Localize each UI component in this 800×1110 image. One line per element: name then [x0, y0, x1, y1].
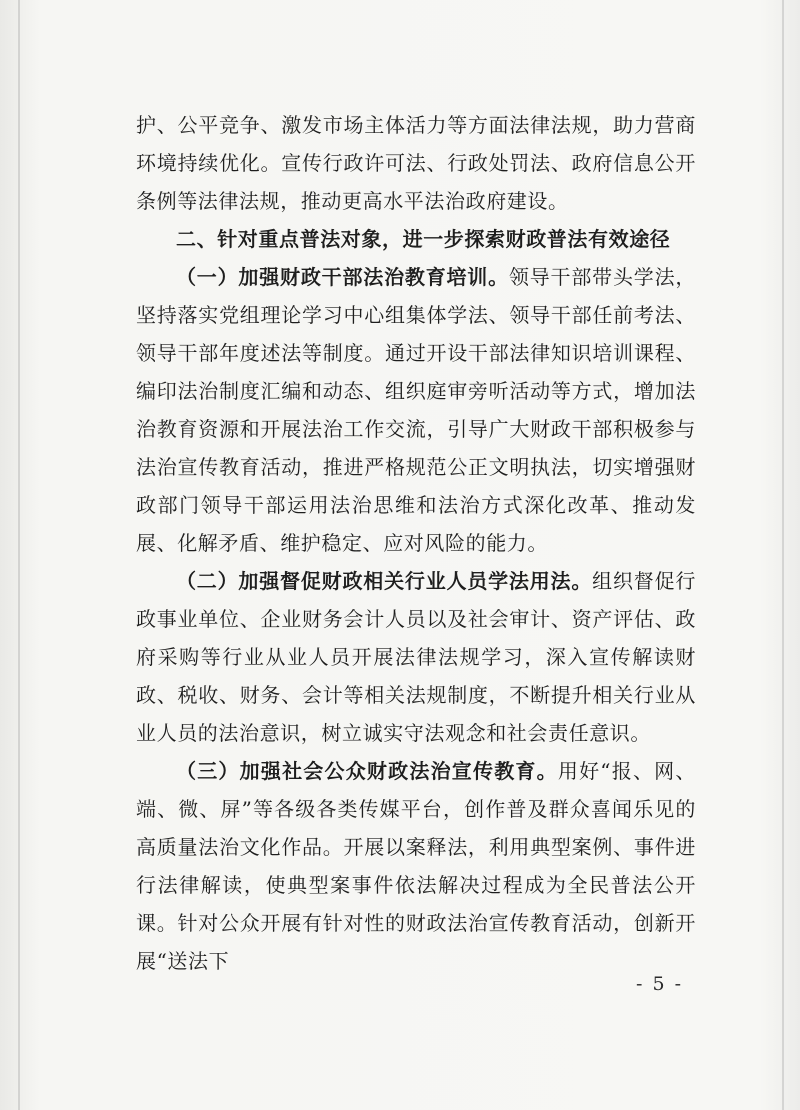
paragraph-text: 领导干部带头学法，坚持落实党组理论学习中心组集体学法、领导干部任前考法、领导干部年度述法等制度。通过开设干部法律知识培训课程、编印法治制度汇编和动态、组织庭审旁听活动等方式，增加法治教育资源和开展法治工作交流，引导广大财政干部积极参与法治宣传教育活动，推进严格规范公正文明执法，切实增强财政部门领导干部运用法治思维和法治方式深化改革、推动发展、化解矛盾、维护稳定、应对风险的能力。 [136, 265, 696, 555]
document-body [136, 106, 696, 980]
section-heading-text: 二、针对重点普法对象，进一步探索财政普法有效途径 [176, 227, 671, 251]
paragraph-text: 组织督促行政事业单位、企业财务会计人员以及社会审计、资产评估、政府采购等行业从业人员开展法律法规学习，深入宣传解读财政、税收、财务、会计等相关法规制度，不断提升相关行业从业人员的法治意识，树立诚实守法观念和社会责任意识。 [136, 569, 697, 745]
paragraph-lead: （二）加强督促财政相关行业人员学法用法。 [176, 569, 593, 593]
paragraph-cadre-training [136, 258, 696, 562]
paragraph-lead: （一）加强财政干部法治教育培训。 [176, 265, 509, 289]
scan-edge-left [18, 0, 20, 1110]
paragraph-text: 用好“报、网、端、微、屏”等各级各类传媒平台，创作普及群众喜闻乐见的高质量法治文化作品。开展以案释法，利用典型案例、事件进行法律解读，使典型案事件依法解决过程成为全民普法公开课。针对公众开展有针对性的财政法治宣传教育活动，创新开展“送法下 [136, 759, 696, 973]
paragraph-text: 护、公平竞争、激发市场主体活力等方面法律法规，助力营商环境持续优化。宣传行政许可法、行政处罚法、政府信息公开条例等法律法规，推动更高水平法治政府建设。 [136, 113, 696, 213]
page-number: - 5 - [636, 973, 684, 995]
paragraph-lead: （三）加强社会公众财政法治宣传教育。 [176, 759, 558, 783]
paragraph-public-education [136, 752, 696, 980]
section-heading [136, 220, 696, 258]
scan-edge-right [782, 0, 784, 1110]
paragraph-industry-personnel [136, 562, 696, 752]
paragraph-continuation [136, 106, 696, 220]
